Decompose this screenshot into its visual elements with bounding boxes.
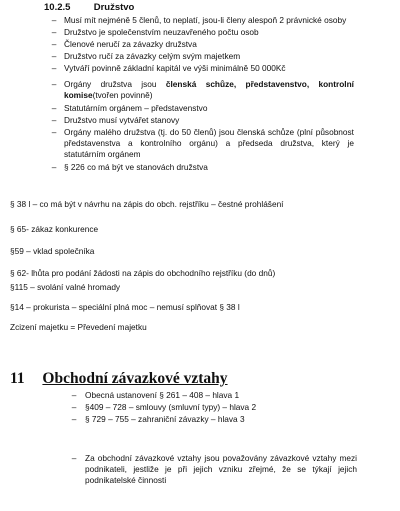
list-dash: – bbox=[51, 115, 57, 125]
list-dash: – bbox=[51, 63, 57, 73]
note-line: §115 – svolání valné hromady bbox=[10, 282, 121, 292]
list-item-organy bbox=[64, 79, 354, 101]
list-item: Družstvo je společenstvím neuzavřeného počtu osob bbox=[64, 27, 259, 37]
list-dash: – bbox=[51, 15, 57, 25]
list-item: Družstvo ručí za závazky celým svým majetkem bbox=[64, 51, 241, 61]
list-item: Musí mít nejméně 5 členů, to neplatí, jsou-li členy alespoň 2 právnické osoby bbox=[64, 15, 347, 25]
list-item: §409 – 728 – smlouvy (smluvní typy) – hlava 2 bbox=[85, 402, 257, 412]
note-line: § 62- lhůta pro podání žádosti na zápis do obchodního rejstříku (do dnů) bbox=[10, 268, 276, 278]
list-dash: – bbox=[51, 51, 57, 61]
list-dash: – bbox=[71, 453, 77, 463]
note-line: Zcizení majetku = Převedení majetku bbox=[10, 322, 147, 332]
organy-note: (tvořen povinně) bbox=[92, 90, 153, 100]
list-item: Vytváří povinně základní kapitál ve výši minimálně 50 000Kč bbox=[64, 63, 286, 73]
section-heading-10-2-5 bbox=[44, 2, 134, 13]
list-dash: – bbox=[71, 402, 77, 412]
list-dash: – bbox=[51, 39, 57, 49]
list-item: Statutárním orgánem – představenstvo bbox=[64, 103, 208, 113]
section-title: Obchodní závazkové vztahy bbox=[42, 370, 228, 387]
list-dash: – bbox=[51, 162, 57, 172]
list-dash: – bbox=[51, 103, 57, 113]
note-line: §59 – vklad společníka bbox=[10, 246, 95, 256]
list-dash: – bbox=[51, 27, 57, 37]
list-dash: – bbox=[71, 414, 77, 424]
list-item: Členové neručí za závazky družstva bbox=[64, 39, 197, 49]
organy-bold: členská schůze, představenstvo, kontrolní komise bbox=[64, 79, 354, 100]
section-title: Družstvo bbox=[93, 2, 135, 13]
list-dash: – bbox=[51, 127, 57, 137]
section-heading-11 bbox=[10, 370, 228, 388]
section-number: 10.2.5 bbox=[44, 2, 71, 13]
list-item: Družstvo musí vytvářet stanovy bbox=[64, 115, 180, 125]
list-dash: – bbox=[71, 390, 77, 400]
note-line: § 38 l – co má být v návrhu na zápis do obch. rejstříku – čestné prohlášení bbox=[10, 199, 284, 209]
list-item: § 226 co má být ve stanovách družstva bbox=[64, 162, 208, 172]
organy-text: Orgány družstva jsou bbox=[64, 79, 157, 89]
section-number: 11 bbox=[10, 370, 25, 387]
list-item: § 729 – 755 – zahraniční závazky – hlava 3 bbox=[85, 414, 245, 424]
paragraph: Za obchodní závazkové vztahy jsou považovány závazkové vztahy mezi podnikateli, jestliže je při jejich vzniku zřejmé, že se týkají jejich podnikatelské činnosti bbox=[85, 453, 357, 485]
note-line: § 65- zákaz konkurence bbox=[10, 224, 99, 234]
list-item: Obecná ustanovení § 261 – 408 – hlava 1 bbox=[85, 390, 240, 400]
note-line: §14 – prokurista – speciální plná moc – nemusí splňovat § 38 l bbox=[10, 302, 240, 312]
list-item: Orgány malého družstva (tj. do 50 členů) jsou členská schůze (plní působnost představenstva a kontrolního orgánu) a předseda družstva, který je statutárním orgánem bbox=[64, 127, 354, 159]
list-dash: – bbox=[51, 79, 57, 89]
